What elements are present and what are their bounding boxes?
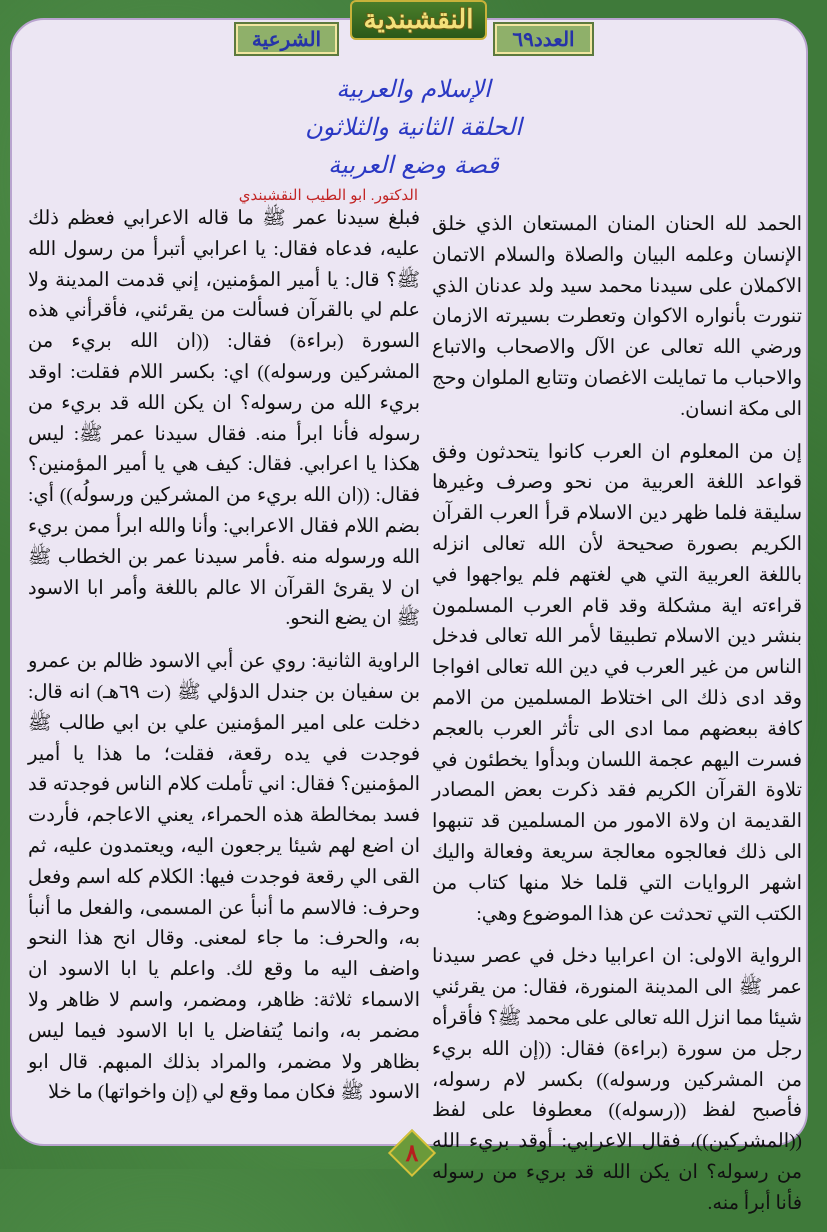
- paragraph: الرواية الاولى: ان اعرابيا دخل في عصر سيدنا عمر ﷺ الى المدينة المنورة، فقال: من يقرئني شيئا مما انزل الله تعالى على محمد ﷺ؟ فأقرأه رجل من سورة (براءة) فقال: ((إن الله بريء من المشركين ورسوله)) بكسر لام رسوله، فأصبح لفظ ((رسوله)) معطوفا على لفظ ((المشركين))، فقال الاعرابي: أوقد بريء الله من رسوله؟ ان يكن الله قد بريء من رسوله فأنا أبرأ منه.: [432, 946, 802, 1214]
- paragraph: الحمد لله الحنان المنان المستعان الذي خلق الإنسان وعلمه البيان والصلاة والسلام الاتمان الاكملان على سيدنا محمد سيد ولد عدنان الذي تنورت بأنواره الاكوان وتعطرت بسيرته الازمان ورضي الله تعالى عن الآل والاصحاب والاتباع والاحباب ما تمايلت الاغصان وتتابع الملوان وحج الى مكة انسان.: [432, 214, 802, 420]
- article-subtitle: قصة وضع العربية: [328, 151, 499, 179]
- right-column: [432, 210, 802, 1232]
- paragraph: الراوية الثانية: روي عن أبي الاسود ظالم بن عمرو بن سفيان بن جندل الدؤلي ﷺ (ت ٦٩هـ) انه قال: دخلت على امير المؤمنين علي بن ابي طالب ﷺ فوجدت في يده رقعة، فقلت؛ ما هذا يا أمير المؤمنين؟ فقال: اني تأملت كلام الناس فوجدته قد فسد بمخالطة هذه الحمراء، يعني الاعاجم، فأردت ان اضع لهم شيئا يرجعون اليه، ويعتمدون عليه، ثم القى الي رقعة فوجدت فيها: الكلام كله اسم وفعل وحرف: فالاسم ما أنبأ عن المسمى، والفعل ما أنبأ به، والحرف: ما جاء لمعنى. وقال انح هذا النحو واضف اليه ما وقع لك. واعلم يا ابا الاسود ان الاسماء ثلاثة: ظاهر، ومضمر، واسم لا ظاهر ولا مضمر به، وانما يُتفاضل يا ابا الاسود فيما ليس بظاهر ولا مضمر، والمراد بذلك المبهم. قال ابو الاسود ﷺ فكان مما وقع لي (إن واخواتها) ما خلا: [28, 651, 420, 1104]
- magazine-logo: النقشبندية: [350, 0, 487, 40]
- page-number: [388, 1136, 436, 1169]
- author-name: الدكتور. ابو الطيب النقشبندي: [238, 187, 418, 204]
- left-column: [28, 204, 420, 1121]
- article-episode: الحلقة الثانية والثلاثون: [305, 113, 522, 141]
- section-tag: الشرعية: [234, 22, 339, 56]
- issue-number-tag: العدد٦٩: [493, 22, 594, 56]
- article-title: الإسلام والعربية: [336, 75, 491, 103]
- page-number-text: ٨: [405, 1138, 419, 1167]
- article-titles: [0, 70, 827, 184]
- paragraph: فبلغ سيدنا عمر ﷺ ما قاله الاعرابي فعظم ذلك عليه، فدعاه فقال: يا اعرابي أتبرأ من رسول الله ﷺ؟ قال: يا أمير المؤمنين، إني قدمت المدينة ولا علم لي بالقرآن فسألت من يقرئني، فأقرأني هذه السورة (براءة) فقال: ((ان الله بريء من المشركين ورسوله)) اي: بكسر اللام فقلت: اوقد بريء الله من رسوله؟ ان يكن الله قد بريء من رسوله فأنا ابرأ منه. فقال سيدنا عمر ﷺ: ليس هكذا يا اعرابي. فقال: كيف هي يا أمير المؤمنين؟ فقال: ((ان الله بريء من المشركين ورسولُه)) أي: بضم اللام فقال الاعرابي: وأنا والله ابرأ ممن بريء الله ورسوله منه .فأمر سيدنا عمر بن الخطاب ﷺ ان لا يقرئ القرآن الا عالم باللغة وأمر ابا الاسود ﷺ ان يضع النحو.: [28, 208, 420, 630]
- paragraph: إن من المعلوم ان العرب كانوا يتحدثون وفق قواعد اللغة العربية من نحو وصرف وغيرها سليقة فلما ظهر دين الاسلام قرأ العرب القرآن الكريم بصورة صحيحة لأن الله تعالى انزله باللغة العربية التي هي لغتهم فلم يواجهوا في قراءته اية مشكلة وقد قام العرب المسلمون بنشر دين الاسلام تطبيقا لأمر الله تعالى فدخل الناس من غير العرب في دين الله تعالى افواجا وقد ادى ذلك الى اختلاط المسلمين من الامم كافة ببعضهم مما ادى الى تأثر العرب بالعجم فسرت اليهم عجمة اللسان وبدأوا يخطئون في تلاوة القرآن الكريم فقد ذكرت بعض المصادر القديمة ان ولاة الامور من المسلمين قد تنبهوا الى ذلك فعالجوه معالجة سريعة وفعالة واليك اشهر الروايات التي قلما خلا منها كتاب من الكتب التي تحدثت عن هذا الموضوع وهي:: [432, 441, 802, 925]
